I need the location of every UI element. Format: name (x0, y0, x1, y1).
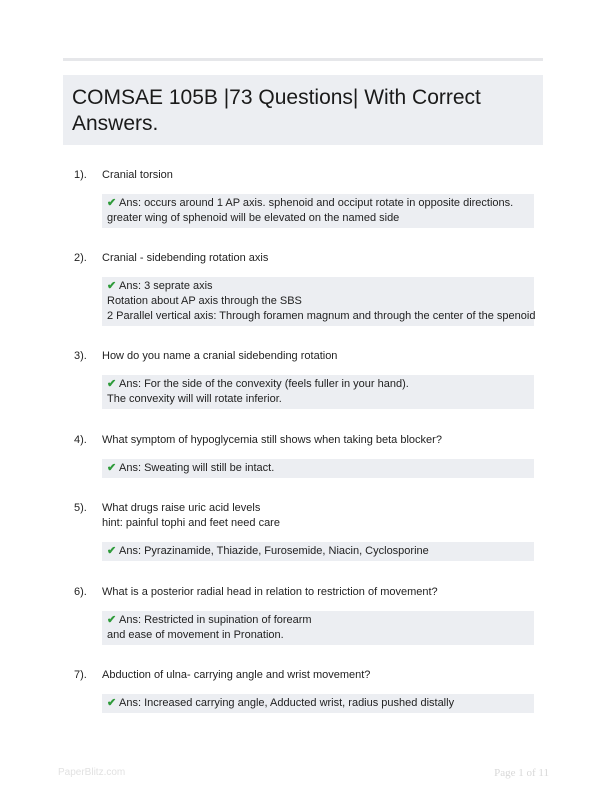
footer-watermark: PaperBlitz.com (58, 767, 126, 778)
answer-line: Ans: Sweating will still be intact. (119, 462, 275, 474)
check-icon: ✔ (107, 197, 117, 209)
question-number: 4). (74, 434, 87, 446)
answer-box (102, 459, 534, 478)
answer-box (102, 194, 534, 228)
question-number: 2). (74, 252, 87, 264)
answer-line: Ans: For the side of the convexity (feels fuller in your hand). (119, 378, 409, 390)
answer-box (102, 277, 534, 326)
check-icon: ✔ (107, 697, 117, 709)
question-number: 5). (74, 502, 87, 514)
question-text: What drugs raise uric acid levels hint: painful tophi and feet need care (102, 502, 280, 529)
top-divider (63, 58, 543, 61)
question-text: What symptom of hypoglycemia still shows when taking beta blocker? (102, 434, 442, 446)
question-text: Cranial - sidebending rotation axis (102, 252, 269, 264)
page-title: COMSAE 105B |73 Questions| With Correct Answers. (72, 86, 481, 135)
answer-box (102, 611, 534, 645)
check-icon: ✔ (107, 614, 117, 626)
question-text: Abduction of ulna- carrying angle and wrist movement? (102, 669, 371, 681)
answer-line: 2 Parallel vertical axis: Through foramen magnum and through the center of the spenoid (107, 310, 536, 322)
answer-line: The convexity will will rotate inferior. (107, 393, 282, 405)
question-text: How do you name a cranial sidebending rotation (102, 350, 338, 362)
check-icon: ✔ (107, 545, 117, 557)
answer-line: Ans: Restricted in supination of forearm (119, 614, 312, 626)
answer-line: Ans: 3 seprate axis (119, 280, 213, 292)
question-text: What is a posterior radial head in relation to restriction of movement? (102, 586, 438, 598)
check-icon: ✔ (107, 462, 117, 474)
question-text: Cranial torsion (102, 169, 173, 181)
question-number: 3). (74, 350, 87, 362)
title-banner (63, 75, 543, 145)
answer-line: Ans: Pyrazinamide, Thiazide, Furosemide, Niacin, Cyclosporine (119, 545, 429, 557)
answer-line: greater wing of sphenoid will be elevated on the named side (107, 212, 400, 224)
answer-line: and ease of movement in Pronation. (107, 629, 284, 641)
answer-box (102, 375, 534, 409)
check-icon: ✔ (107, 280, 117, 292)
answer-box (102, 542, 534, 561)
answer-line: Rotation about AP axis through the SBS (107, 295, 302, 307)
page-number: Page 1 of 11 (494, 767, 549, 779)
answer-line: Ans: Increased carrying angle, Adducted wrist, radius pushed distally (119, 697, 455, 709)
question-number: 1). (74, 169, 87, 181)
question-number: 7). (74, 669, 87, 681)
answer-box (102, 694, 534, 713)
answer-line: Ans: occurs around 1 AP axis. sphenoid and occiput rotate in opposite directions. (119, 197, 514, 209)
check-icon: ✔ (107, 378, 117, 390)
question-number: 6). (74, 586, 87, 598)
